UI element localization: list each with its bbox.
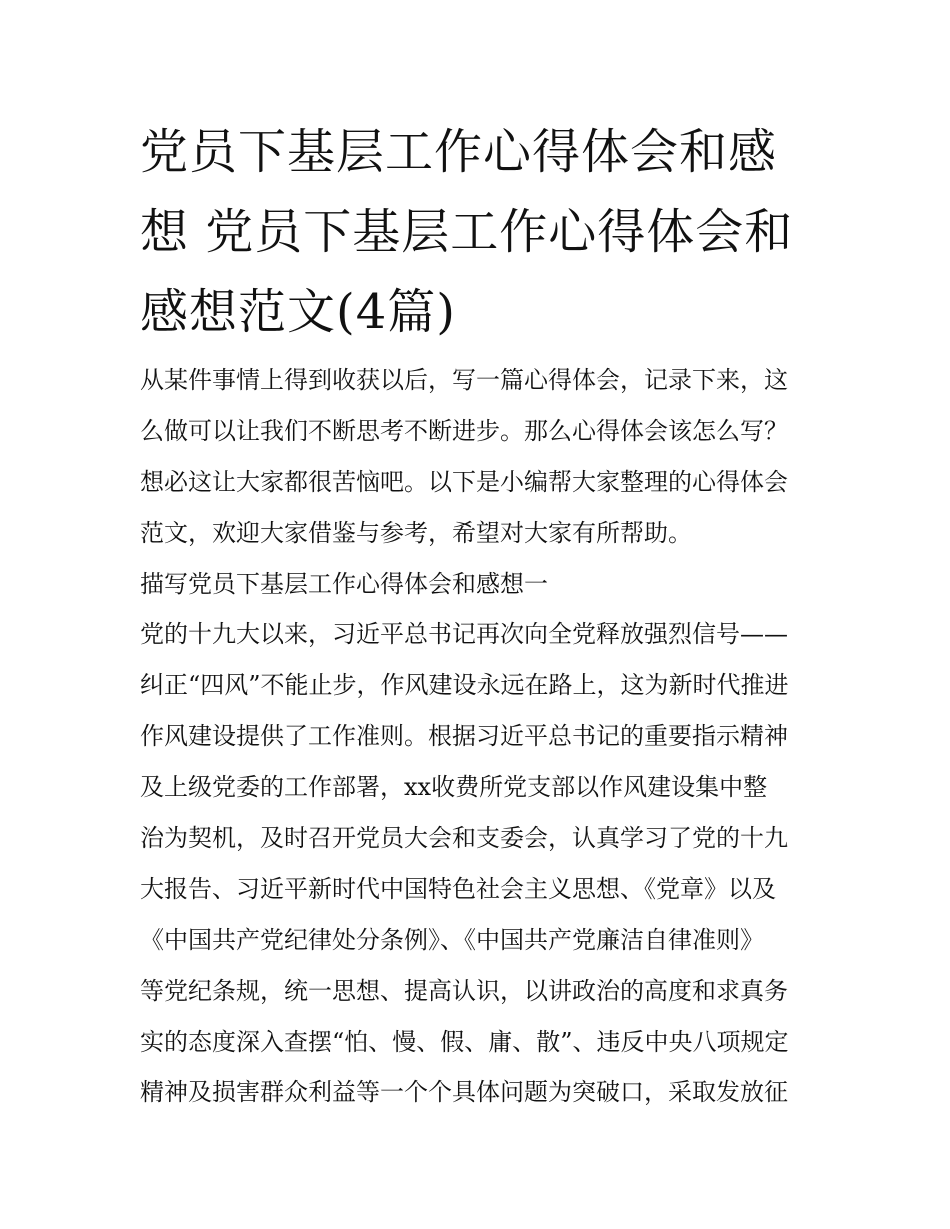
section-paragraph [140,609,820,1118]
text-line: 想必这让大家都很苦恼吧。以下是小编帮大家整理的心得体会 [140,467,788,496]
text-line: 实的态度深入查摆“怕、慢、假、庸、散”、违反中央八项规定 [140,1027,789,1056]
text-line: 从某件事情上得到收获以后，写一篇心得体会，记录下来，这 [140,366,788,394]
text-line: 么做可以让我们不断思考不断进步。那么心得体会该怎么写？ [140,416,788,445]
text-line: 等党纪条规，统一思想、提高认识，以讲政治的高度和求真务 [140,976,788,1005]
text-line: 作风建设提供了工作准则。根据习近平总书记的重要指示精神 [140,722,788,751]
title-line: 党员下基层工作心得体会和感 [140,124,778,180]
text-line: 治为契机，及时召开党员大会和支委会，认真学习了党的十九 [140,824,788,853]
text-line: 大报告、习近平新时代中国特色社会主义思想、《党章》以及 [140,874,776,903]
document-title [140,112,820,352]
text-line: 精神及损害群众利益等一个个具体问题为突破口，采取发放征 [140,1078,788,1107]
text-line: 范文，欢迎大家借鉴与参考，希望对大家有所帮助。 [140,518,692,547]
text-line: 党的十九大以来，习近平总书记再次向全党释放强烈信号—— [140,620,788,649]
section-heading: 描写党员下基层工作心得体会和感想一 [140,569,548,598]
document-body [140,355,820,1118]
text-line: 及上级党委的工作部署，xx收费所党支部以作风建设集中整 [140,773,768,802]
title-line: 想 党员下基层工作心得体会和 [140,204,794,260]
title-line: 感想范文(4篇) [140,284,456,340]
text-line: 《中国共产党纪律处分条例》、《中国共产党廉洁自律准则》 [140,925,764,954]
text-line: 纠正“四风”不能止步，作风建设永远在路上，这为新时代推进 [140,671,789,700]
intro-paragraph [140,355,820,559]
